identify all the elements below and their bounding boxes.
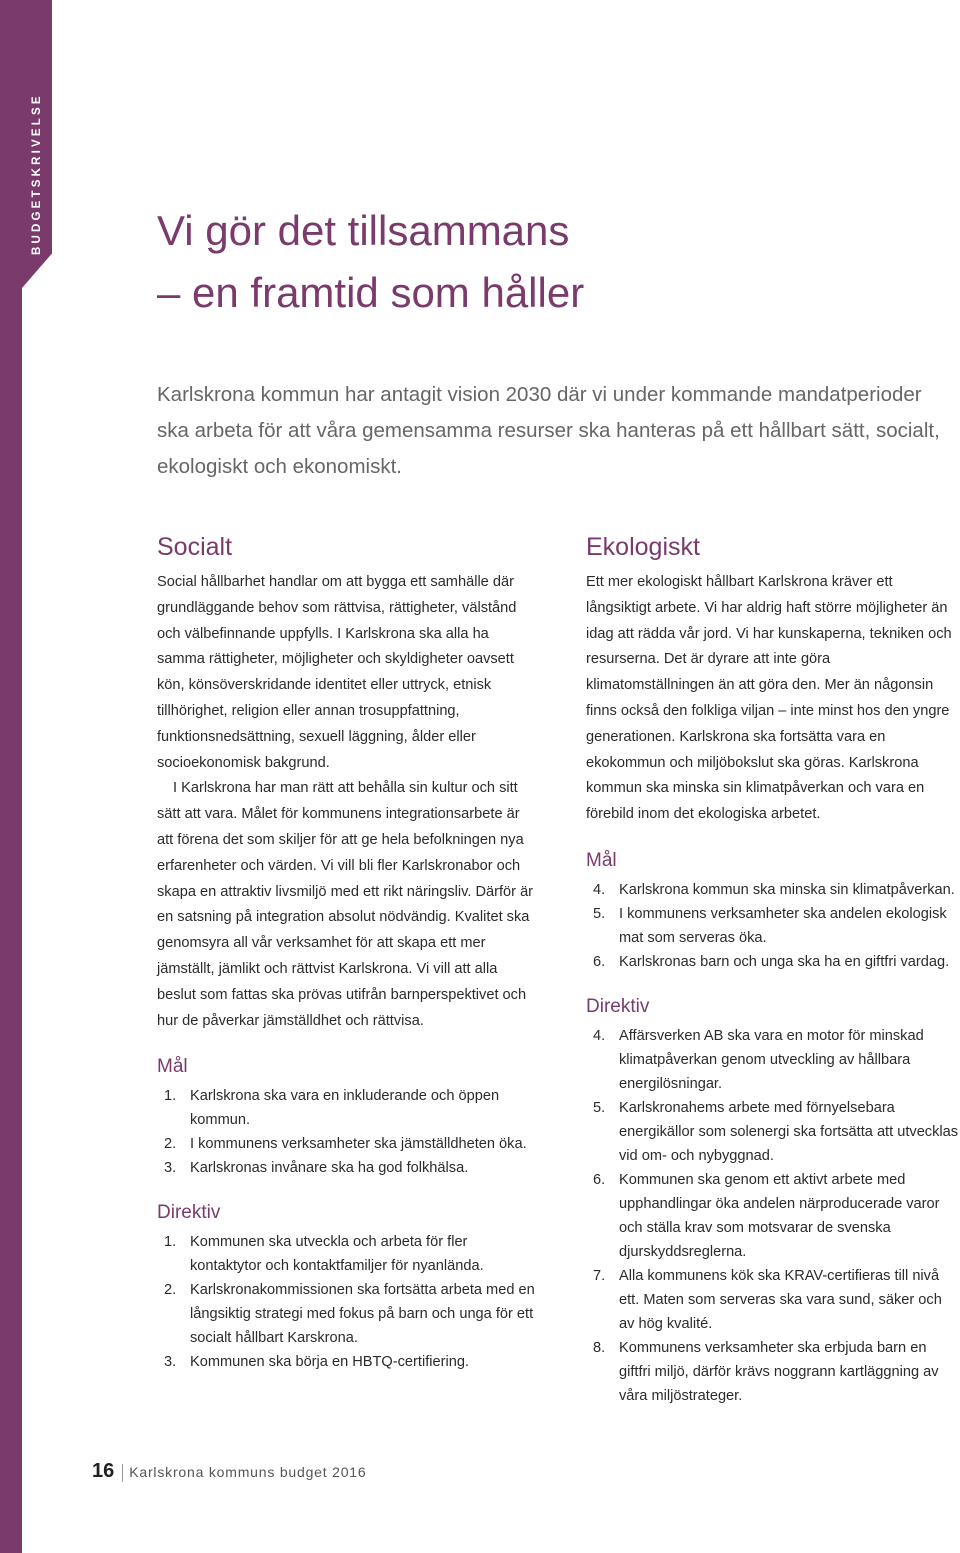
list-item — [586, 878, 960, 902]
ekologiskt-direktiv-list — [586, 1024, 960, 1408]
list-item — [157, 1132, 537, 1156]
socialt-mal-list — [157, 1084, 537, 1180]
list-text: Karlskronas barn och unga ska ha en giftfri vardag. — [619, 953, 950, 970]
list-number: 2. — [164, 1136, 177, 1153]
list-item — [586, 1264, 960, 1336]
socialt-paragraph-1: Social hållbarhet handlar om att bygga ett samhälle där grundläggande behov som rättvisa, rättigheter, välstånd och välbefinnande uppfylls. I Karlskrona ska alla ha samma rättigheter, möjligheter och skyldigheter oavsett kön, könsöverskridande identitet eller uttryck, etnisk tillhörighet, religion eller annan trosuppfattning, funktionsnedsättning, sexuell läggning, ålder eller socioekonomisk bakgrund. — [157, 574, 517, 771]
list-item — [586, 1336, 960, 1408]
ekologiskt-mal-heading: Mål — [586, 849, 617, 871]
list-number: 1. — [164, 1088, 177, 1105]
list-text: Kommunen ska utveckla och arbeta för fler kontaktytor och kontaktfamiljer för nyanlända. — [190, 1234, 484, 1275]
list-item — [586, 1096, 960, 1168]
ekologiskt-direktiv-heading: Direktiv — [586, 995, 650, 1017]
list-text: Karlskrona kommun ska minska sin klimatpåverkan. — [619, 881, 955, 898]
title-line-2: – en framtid som håller — [157, 269, 585, 316]
list-text: I kommunens verksamheter ska andelen ekologisk mat som serveras öka. — [619, 905, 947, 946]
ekologiskt-paragraph: Ett mer ekologiskt hållbart Karlskrona kräver ett långsiktigt arbete. Vi har aldrig haft större möjligheter än idag att rädda vår jord. Vi har kunskaperna, tekniken och resurserna. Det är dyrare att inte göra klimatomställningen än att göra den. Mer än någonsin finns också den folkliga viljan – inte minst hos den yngre generationen. Karlskrona ska fortsätta vara en ekokommun och miljöbokslut ska göras. Karlskrona kommun ska minska sin klimatpåverkan och vara en förebild inom det ekologiska arbetet. — [586, 574, 952, 823]
list-item — [586, 1168, 960, 1264]
socialt-mal-heading: Mål — [157, 1056, 188, 1078]
list-text: Alla kommunens kök ska KRAV-certifieras till nivå ett. Maten som serveras ska vara sund, säker och av hög kvalité. — [619, 1267, 942, 1332]
page-title — [157, 200, 584, 324]
document-name: Karlskrona kommuns budget 2016 — [129, 1464, 367, 1480]
footer-divider — [122, 1464, 123, 1482]
intro-paragraph: Karlskrona kommun har antagit vision 2030 där vi under kommande mandatperioder ska arbeta för att våra gemensamma resurser ska hanteras på ett hållbart sätt, socialt, ekologiskt och ekonomiskt. — [157, 383, 940, 478]
list-item — [157, 1278, 537, 1350]
side-band — [0, 0, 22, 1553]
list-number: 5. — [593, 1099, 606, 1116]
list-number: 4. — [593, 881, 606, 898]
list-number: 7. — [593, 1267, 606, 1284]
list-number: 2. — [164, 1282, 177, 1299]
socialt-direktiv-list — [157, 1230, 537, 1374]
list-number: 6. — [593, 953, 606, 970]
list-text: Kommunen ska börja en HBTQ-certifiering. — [190, 1354, 470, 1371]
list-number: 3. — [164, 1354, 177, 1371]
title-line-1: Vi gör det tillsammans — [157, 207, 570, 254]
list-number: 1. — [164, 1234, 177, 1251]
socialt-heading: Socialt — [157, 533, 233, 561]
list-text: Karlskrona ska vara en inkluderande och öppen kommun. — [190, 1088, 500, 1129]
list-text: Affärsverken AB ska vara en motor för minskad klimatpåverkan genom utveckling av hållbara energilösningar. — [619, 1027, 924, 1092]
ekologiskt-mal-list — [586, 878, 960, 974]
list-item — [586, 950, 960, 974]
list-number: 5. — [593, 905, 606, 922]
list-number: 4. — [593, 1027, 606, 1044]
list-number: 6. — [593, 1171, 606, 1188]
page-footer — [92, 1460, 366, 1483]
section-label: BUDGETSKRIVELSE — [31, 93, 43, 255]
socialt-column — [157, 530, 537, 1374]
list-text: Karlskronahems arbete med förnyelsebara energikällor som solenergi ska fortsätta att utvecklas vid om- och nybyggnad. — [619, 1099, 959, 1164]
ekologiskt-column — [586, 530, 960, 1408]
list-item — [157, 1156, 537, 1180]
list-text: Karlskronas invånare ska ha god folkhälsa. — [190, 1160, 469, 1177]
list-number: 3. — [164, 1160, 177, 1177]
list-item — [586, 902, 960, 950]
list-number: 8. — [593, 1339, 606, 1356]
list-item — [157, 1350, 537, 1374]
page-number: 16 — [92, 1460, 115, 1482]
list-item — [157, 1084, 537, 1132]
socialt-direktiv-heading: Direktiv — [157, 1202, 221, 1224]
list-item — [157, 1230, 537, 1278]
list-text: I kommunens verksamheter ska jämställdheten öka. — [190, 1136, 527, 1153]
ekologiskt-heading: Ekologiskt — [586, 533, 700, 561]
list-text: Kommunen ska genom ett aktivt arbete med upphandlingar öka andelen närproducerade varor och ställa krav som motsvarar de svenska djurskyddsreglerna. — [619, 1171, 940, 1260]
list-item — [586, 1024, 960, 1096]
list-text: Karlskronakommissionen ska fortsätta arbeta med en långsiktig strategi med fokus på barn och unga för ett socialt hållbart Karskrona. — [190, 1282, 535, 1347]
socialt-paragraph-2: I Karlskrona har man rätt att behålla sin kultur och sitt sätt att vara. Målet för kommunens integrationsarbete är att förena det som skiljer för att ge hela befolkningen nya erfarenheter och värden. Vi vill bli fler Karlskronabor och skapa en attraktiv livsmiljö med ett rikt näringsliv. Därför är en satsning på integration absolut nödvändig. Kvalitet ska genomsyra all vår verksamhet för att skapa ett mer jämställt, jämlikt och rättvist Karlskrona. Vi vill att alla beslut som fattas ska prövas utifrån barnperspektivet och hur de påverkar jämställdhet och rättvisa. — [157, 780, 534, 1029]
list-text: Kommunens verksamheter ska erbjuda barn en giftfri miljö, därför krävs noggrann kartläggning av våra miljöstrateger. — [619, 1339, 939, 1404]
